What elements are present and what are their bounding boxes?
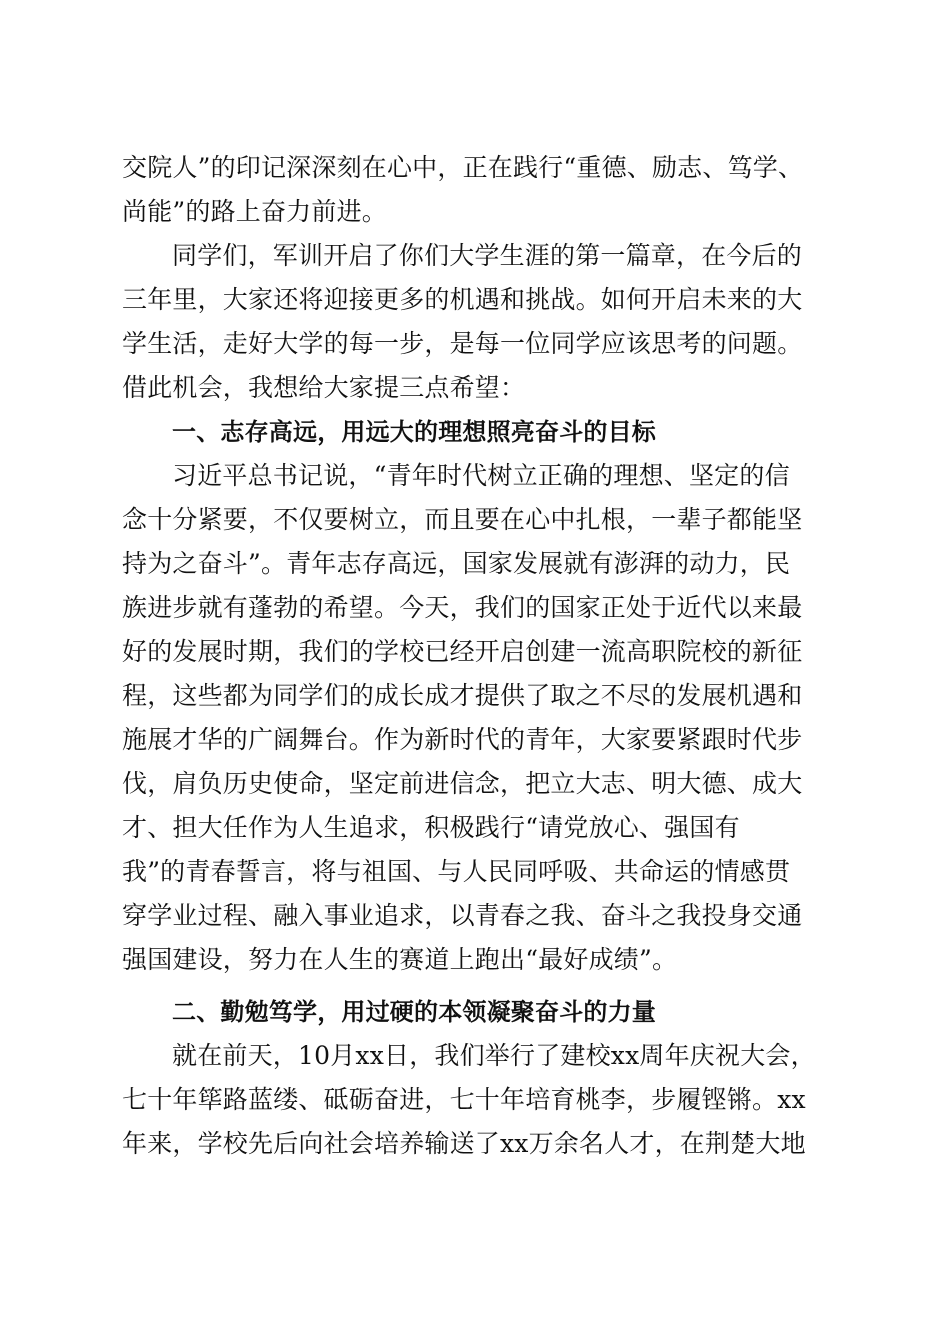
paragraph-line: 交院人”的印记深深刻在心中，正在践行“重德、励志、笃学、 (122, 153, 804, 182)
paragraph-line: 借此机会，我想给大家提三点希望： (122, 373, 526, 402)
section-heading-2: 二、勤勉笃学，用过硬的本领凝聚奋斗的力量 (172, 998, 656, 1026)
paragraph-line: 学生活，走好大学的每一步，是每一位同学应该思考的问题。 (122, 329, 803, 358)
paragraph-line: 施展才华的广阔舞台。作为新时代的青年，大家要紧跟时代步 (122, 725, 803, 754)
paragraph-line: 念十分紧要，不仅要树立，而且要在心中扎根，一辈子都能坚 (122, 505, 803, 534)
paragraph-line: 年来，学校先后向社会培养输送了xx万余名人才，在荆楚大地 (122, 1129, 806, 1158)
paragraph-line: 三年里，大家还将迎接更多的机遇和挑战。如何开启未来的大 (122, 285, 803, 314)
paragraph-line: 才、担大任作为人生追求，积极践行“请党放心、强国有 (122, 813, 740, 842)
paragraph-line: 尚能”的路上奋力前进。 (122, 197, 387, 226)
paragraph-line: 伐，肩负历史使命，坚定前进信念，把立大志、明大德、成大 (122, 769, 803, 798)
paragraph-line: 族进步就有蓬勃的希望。今天，我们的国家正处于近代以来最 (122, 593, 803, 622)
paragraph-line: 习近平总书记说，“青年时代树立正确的理想、坚定的信 (172, 461, 790, 490)
paragraph-line: 好的发展时期，我们的学校已经开启创建一流高职院校的新征 (122, 637, 803, 666)
paragraph-line: 强国建设，努力在人生的赛道上跑出“最好成绩”。 (122, 945, 678, 974)
paragraph-line: 同学们，军训开启了你们大学生涯的第一篇章，在今后的 (172, 241, 803, 270)
paragraph-line: 七十年筚路蓝缕、砥砺奋进，七十年培育桃李，步履铿锵。xx (122, 1085, 806, 1114)
paragraph-line: 穿学业过程、融入事业追求，以青春之我、奋斗之我投身交通 (122, 901, 803, 930)
paragraph-line: 程，这些都为同学们的成长成才提供了取之不尽的发展机遇和 (122, 681, 803, 710)
section-heading-1: 一、志存高远，用远大的理想照亮奋斗的目标 (172, 418, 656, 446)
paragraph-line: 我”的青春誓言，将与祖国、与人民同呼吸、共命运的情感贯 (122, 857, 791, 886)
paragraph-line: 就在前天，10月xx日，我们举行了建校xx周年庆祝大会， (172, 1041, 816, 1070)
paragraph-line: 持为之奋斗”。青年志存高远，国家发展就有澎湃的动力，民 (122, 549, 791, 578)
